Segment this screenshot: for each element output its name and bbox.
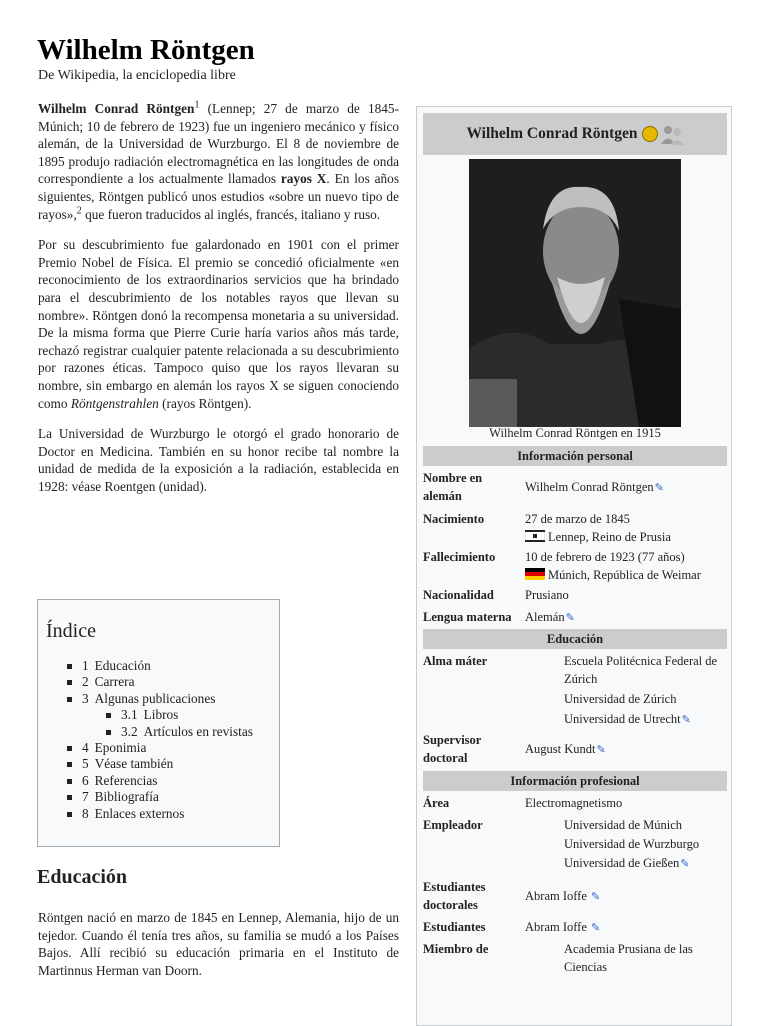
intro-text: (Lennep; 27 de marzo de 1845- Múnich; 10 de febrero de 1923) fue un ingeniero mecánico y físico alemán, de la Universidad de Wurzburgo. El 8 de noviembre de 1895 produjo radiación electromagnética en las longitudes de onda correspondiente a los actualmente llamados xyxy=(38,101,399,187)
prussia-flag-icon xyxy=(525,530,545,542)
birth-place[interactable]: Lennep, Reino de Prusia xyxy=(548,530,671,544)
label-doctoral-supervisor: Supervisor doctoral xyxy=(423,733,482,765)
alma-mater-item[interactable]: Universidad de Zúrich xyxy=(564,692,677,706)
value-native-language xyxy=(525,608,575,627)
value-doctoral-students xyxy=(525,887,600,906)
toc-item[interactable] xyxy=(46,674,271,690)
value-death xyxy=(525,548,701,584)
label-students: Estudiantes xyxy=(423,920,486,934)
people-icon xyxy=(660,123,684,145)
toc-number: 7 xyxy=(82,789,89,805)
toc-label[interactable]: Artículos en revistas xyxy=(143,723,253,739)
toc-label[interactable]: Véase también xyxy=(94,756,174,772)
toc-item[interactable] xyxy=(46,740,271,756)
toc-item[interactable] xyxy=(46,756,271,772)
pencil-icon[interactable]: ✎ xyxy=(591,922,601,934)
value-students xyxy=(525,918,600,937)
german-name-text: Wilhelm Conrad Röntgen xyxy=(525,480,654,494)
infobox-title-text: Wilhelm Conrad Röntgen xyxy=(466,125,638,142)
toc-number: 8 xyxy=(82,805,89,821)
value-doctoral-supervisor xyxy=(525,740,606,759)
section-heading-education: Educación xyxy=(37,866,128,888)
toc-item[interactable] xyxy=(46,789,271,805)
table-of-contents xyxy=(37,599,280,847)
toc-number: 1 xyxy=(82,658,89,673)
value-birth xyxy=(525,510,671,546)
toc-number: 2 xyxy=(82,674,89,690)
value-employer xyxy=(564,816,724,873)
employer-item xyxy=(564,854,724,873)
native-language-text[interactable]: Alemán xyxy=(525,610,565,624)
label-employer: Empleador xyxy=(423,818,483,832)
label-native-language: Lengua materna xyxy=(423,610,512,624)
toc-label[interactable]: Eponimia xyxy=(94,740,147,756)
student-text[interactable]: Abram Ioffe xyxy=(525,920,587,934)
toc-subitem[interactable] xyxy=(46,707,271,723)
employer-item[interactable]: Universidad de Wurzburgo xyxy=(564,837,700,851)
death-date: 10 de febrero de 1923 (77 años) xyxy=(525,550,685,564)
label-birth: Nacimiento xyxy=(423,512,485,526)
pencil-icon[interactable]: ✎ xyxy=(654,482,664,494)
education-paragraph: Röntgen nació en marzo de 1845 en Lennep, Alemania, hijo de un tejedor. Cuando él tenía tres años, su familia se mudó a los Países Bajos. Allí recibió su educación primaria en el Instituto de Martinnus Herman van Doorn. xyxy=(38,910,399,978)
reference-2[interactable]: 2 xyxy=(76,205,82,217)
x-rays-term: rayos X xyxy=(280,171,327,187)
alma-mater-text[interactable]: Universidad de Utrecht xyxy=(564,712,681,726)
article-intro xyxy=(38,100,399,508)
toc-number: 6 xyxy=(82,772,89,788)
toc-label[interactable]: Bibliografía xyxy=(94,789,159,805)
section-header-personal: Información personal xyxy=(423,446,727,466)
intro-text: que fueron traducidos al inglés, francés, italiano y ruso. xyxy=(81,206,381,222)
supervisor-text[interactable]: August Kundt xyxy=(525,742,596,756)
rontgenstrahlen-term: Röntgenstrahlen xyxy=(70,395,159,411)
death-place[interactable]: Múnich, República de Weimar xyxy=(548,568,701,582)
portrait-caption: Wilhelm Conrad Röntgen en 1915 xyxy=(489,426,661,440)
toc-number: 3 xyxy=(82,690,89,706)
nobel-medal-icon xyxy=(642,126,658,142)
value-field[interactable]: Electromagnetismo xyxy=(525,796,623,810)
doctoral-student-text[interactable]: Abram Ioffe xyxy=(525,889,587,903)
toc-label[interactable]: Libros xyxy=(143,707,179,723)
pencil-icon[interactable]: ✎ xyxy=(596,744,606,756)
toc-number: 5 xyxy=(82,756,89,772)
toc-title: Índice xyxy=(46,620,96,642)
intro-paragraph-3: La Universidad de Wurzburgo le otorgó el grado honorario de Doctor en Medicina. También en su honor recibe tal nombre la unidad de medida de la exposición a la radiación, establecida en 1928: véase Roentgen (unidad). xyxy=(38,426,399,494)
section-header-education: Educación xyxy=(423,629,727,649)
value-member-of[interactable]: Academia Prusiana de las Ciencias xyxy=(564,942,693,974)
toc-item[interactable] xyxy=(46,806,271,822)
alma-mater-item[interactable]: Escuela Politécnica Federal de Zúrich xyxy=(564,654,718,686)
infobox xyxy=(416,106,732,1026)
label-nationality: Nacionalidad xyxy=(423,588,494,602)
label-field: Área xyxy=(423,796,450,810)
label-doctoral-students: Estudiantes doctorales xyxy=(423,880,486,912)
toc-number: 3.2 xyxy=(121,723,138,739)
portrait-image xyxy=(469,159,681,427)
intro-text: (rayos Röntgen). xyxy=(158,395,252,411)
pencil-icon[interactable]: ✎ xyxy=(591,891,601,903)
page-subtitle: De Wikipedia, la enciclopedia libre xyxy=(38,68,236,83)
intro-text: . En los años siguientes, Röntgen publicó unos estudios «sobre un nuevo tipo de rayos», xyxy=(38,171,399,222)
label-german-name: Nombre en alemán xyxy=(423,471,483,503)
toc-subitem[interactable] xyxy=(46,724,271,740)
employer-text[interactable]: Universidad de Gießen xyxy=(564,856,680,870)
pencil-icon[interactable]: ✎ xyxy=(565,612,575,624)
alma-mater-item xyxy=(564,710,724,729)
value-alma-mater xyxy=(564,652,724,729)
toc-number: 3.1 xyxy=(121,707,138,723)
subject-name: Wilhelm Conrad Röntgen xyxy=(38,101,195,116)
pencil-icon[interactable]: ✎ xyxy=(681,714,691,726)
label-member-of: Miembro de xyxy=(423,942,489,956)
reference-1[interactable]: 1 xyxy=(194,99,200,111)
section-header-professional: Información profesional xyxy=(423,771,727,791)
infobox-title xyxy=(423,113,727,155)
toc-label[interactable]: Enlaces externos xyxy=(94,805,185,821)
intro-paragraph-1 xyxy=(38,100,399,223)
germany-flag-icon xyxy=(525,568,545,580)
toc-number: 4 xyxy=(82,740,89,756)
label-alma-mater: Alma máter xyxy=(423,654,488,668)
pencil-icon[interactable]: ✎ xyxy=(680,858,690,870)
toc-item[interactable] xyxy=(46,773,271,789)
toc-list xyxy=(46,658,271,822)
value-nationality: Prusiano xyxy=(525,588,569,602)
toc-item[interactable] xyxy=(46,658,271,674)
toc-label[interactable]: Carrera xyxy=(94,674,135,690)
toc-item[interactable] xyxy=(46,691,271,707)
intro-text: Por su descubrimiento fue galardonado en 1901 con el primer Premio Nobel de Física. El premio se concedió oficialmente «en reconocimiento de los extraordinarios servicios que ha brindado para el descubrimiento de los notables rayos que llevan su nombre». Röntgen donó la recompensa monetaria a su universidad. De la misma forma que Pierre Curie haría varios años más tarde, rechazó registrar cualquier patente relacionada a su descubrimiento por razones éticas. Tampoco quiso que los rayos llevaran su nombre, sin embargo en alemán los rayos X se siguen conociendo como xyxy=(38,237,399,411)
toc-label[interactable]: Algunas publicaciones xyxy=(94,690,216,706)
employer-item[interactable]: Universidad de Múnich xyxy=(564,818,683,832)
label-death: Fallecimiento xyxy=(423,550,496,564)
page-title: Wilhelm Röntgen xyxy=(37,34,255,66)
intro-paragraph-2 xyxy=(38,236,399,412)
toc-label[interactable]: Referencias xyxy=(94,772,158,788)
birth-date: 27 de marzo de 1845 xyxy=(525,512,630,526)
toc-label[interactable]: Educación xyxy=(94,658,151,673)
value-german-name xyxy=(525,478,664,497)
